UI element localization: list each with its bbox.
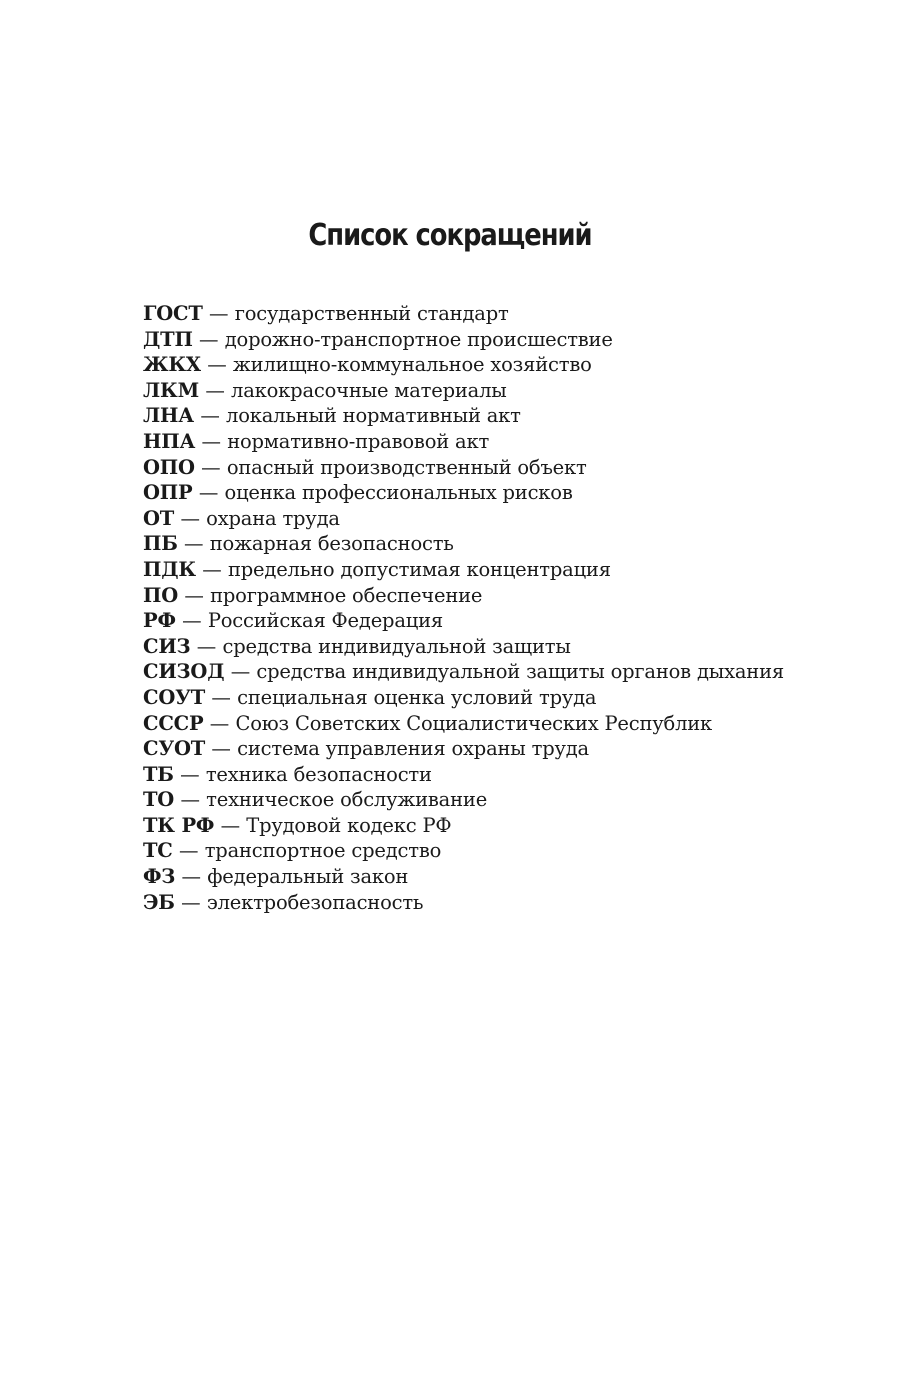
abbreviation-definition: средства индивидуальной защиты органов дыхания bbox=[256, 660, 784, 684]
list-item bbox=[143, 583, 843, 609]
abbreviation-term: СССР bbox=[143, 711, 204, 735]
separator-dash: — bbox=[173, 839, 205, 863]
separator-dash: — bbox=[205, 685, 237, 709]
list-item bbox=[143, 480, 843, 506]
list-item bbox=[143, 711, 843, 737]
abbreviation-term: РФ bbox=[143, 609, 176, 633]
abbreviation-term: ПБ bbox=[143, 532, 178, 556]
abbreviation-definition: опасный производственный объект bbox=[226, 455, 587, 479]
abbreviation-definition: лакокрасочные материалы bbox=[231, 378, 507, 402]
abbreviation-definition: транспортное средство bbox=[204, 839, 442, 863]
abbreviation-definition: жилищно-коммунальное хозяйство bbox=[232, 353, 592, 377]
abbreviation-term: ЖКХ bbox=[143, 353, 201, 377]
abbreviation-definition: охрана труда bbox=[206, 506, 340, 530]
abbreviation-definition: нормативно-правовой акт bbox=[227, 429, 490, 453]
abbreviation-term: ФЗ bbox=[143, 865, 176, 889]
separator-dash: — bbox=[201, 353, 233, 377]
abbreviation-term: НПА bbox=[143, 429, 196, 453]
separator-dash: — bbox=[194, 404, 226, 428]
abbreviation-definition: Российская Федерация bbox=[207, 609, 443, 633]
separator-dash: — bbox=[174, 506, 206, 530]
list-item bbox=[143, 429, 843, 455]
separator-dash: — bbox=[193, 327, 225, 351]
abbreviation-term: СИЗОД bbox=[143, 660, 225, 684]
list-item bbox=[143, 685, 843, 711]
abbreviation-definition: техника безопасности bbox=[205, 762, 432, 786]
abbreviation-term: ЛКМ bbox=[143, 378, 199, 402]
separator-dash: — bbox=[214, 813, 246, 837]
abbreviation-definition: локальный нормативный акт bbox=[226, 404, 521, 428]
abbreviation-definition: программное обеспечение bbox=[210, 583, 483, 607]
abbreviation-term: ТО bbox=[143, 788, 175, 812]
list-item bbox=[143, 813, 843, 839]
abbreviation-definition: государственный стандарт bbox=[234, 302, 509, 325]
list-item bbox=[143, 327, 843, 353]
list-item bbox=[143, 634, 843, 660]
separator-dash: — bbox=[176, 609, 208, 633]
abbreviation-definition: система управления охраны труда bbox=[237, 737, 589, 761]
list-item bbox=[143, 352, 843, 378]
abbreviation-term: ДТП bbox=[143, 327, 193, 351]
abbreviation-definition: Союз Советских Социалистических Республик bbox=[235, 711, 713, 735]
list-item bbox=[143, 531, 843, 557]
separator-dash: — bbox=[203, 302, 235, 325]
list-item bbox=[143, 403, 843, 429]
abbreviation-term: ОТ bbox=[143, 506, 175, 530]
list-item bbox=[143, 301, 843, 327]
list-item bbox=[143, 762, 843, 788]
separator-dash: — bbox=[195, 429, 227, 453]
abbreviation-definition: пожарная безопасность bbox=[209, 532, 454, 556]
separator-dash: — bbox=[175, 890, 207, 914]
abbreviation-definition: специальная оценка условий труда bbox=[237, 685, 597, 709]
abbreviation-definition: средства индивидуальной защиты bbox=[222, 634, 571, 658]
page-title: Список сокращений bbox=[308, 218, 592, 253]
list-item bbox=[143, 890, 843, 916]
abbreviation-definition: федеральный закон bbox=[207, 865, 409, 889]
abbreviation-definition: предельно допустимая концентрация bbox=[227, 557, 611, 581]
abbreviation-term: ТК РФ bbox=[143, 813, 215, 837]
list-item bbox=[143, 506, 843, 532]
separator-dash: — bbox=[178, 583, 210, 607]
abbreviation-definition: техническое обслуживание bbox=[206, 788, 488, 812]
separator-dash: — bbox=[190, 634, 223, 658]
list-item bbox=[143, 864, 843, 890]
abbreviation-term: ЭБ bbox=[143, 890, 175, 914]
abbreviation-term: ПДК bbox=[143, 557, 196, 581]
list-item bbox=[143, 608, 843, 634]
abbreviation-definition: дорожно-транспортное происшествие bbox=[224, 327, 613, 351]
list-item bbox=[143, 736, 843, 762]
abbreviation-term: ТС bbox=[143, 839, 173, 863]
abbreviation-term: ПО bbox=[143, 583, 179, 607]
list-item bbox=[143, 455, 843, 481]
abbreviation-term: ОПР bbox=[143, 481, 193, 505]
list-item bbox=[143, 659, 843, 685]
abbreviation-list bbox=[143, 301, 843, 915]
abbreviation-definition: Трудовой кодекс РФ bbox=[246, 813, 452, 837]
abbreviation-term: СУОТ bbox=[143, 737, 206, 761]
separator-dash: — bbox=[174, 762, 206, 786]
separator-dash: — bbox=[178, 532, 210, 556]
abbreviation-term: СОУТ bbox=[143, 685, 206, 709]
list-item bbox=[143, 378, 843, 404]
abbreviation-term: СИЗ bbox=[143, 634, 191, 658]
separator-dash: — bbox=[174, 788, 206, 812]
separator-dash: — bbox=[203, 711, 236, 735]
separator-dash: — bbox=[196, 557, 228, 581]
separator-dash: — bbox=[224, 660, 257, 684]
separator-dash: — bbox=[175, 865, 207, 889]
abbreviation-term: ЛНА bbox=[143, 404, 194, 428]
abbreviation-term: ГОСТ bbox=[143, 302, 203, 325]
abbreviation-definition: электробезопасность bbox=[206, 890, 424, 914]
abbreviation-term: ОПО bbox=[143, 455, 195, 479]
list-item bbox=[143, 557, 843, 583]
separator-dash: — bbox=[199, 378, 231, 402]
separator-dash: — bbox=[195, 455, 227, 479]
separator-dash: — bbox=[192, 481, 225, 505]
separator-dash: — bbox=[205, 737, 237, 761]
abbreviation-definition: оценка профессиональных рисков bbox=[224, 481, 573, 505]
list-item bbox=[143, 838, 843, 864]
list-item bbox=[143, 787, 843, 813]
abbreviation-term: ТБ bbox=[143, 762, 174, 786]
